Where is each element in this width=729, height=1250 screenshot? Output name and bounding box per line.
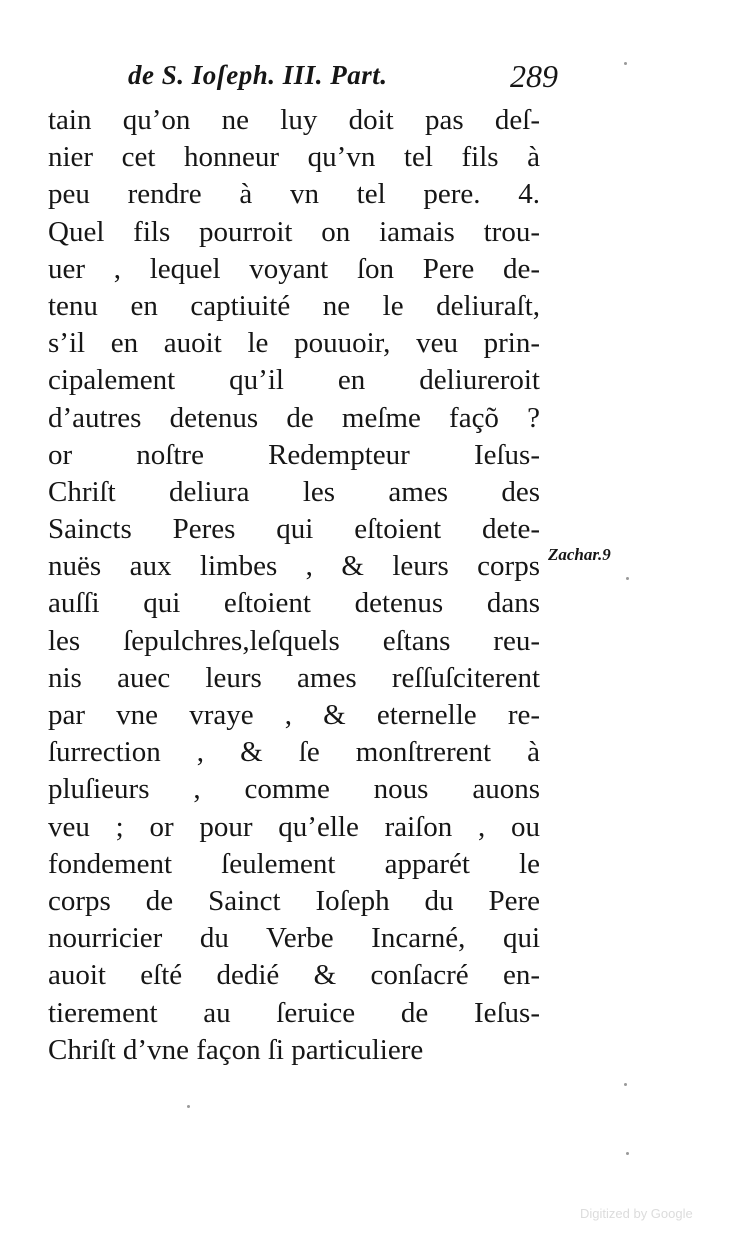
text-line: par vne vraye , & eternelle re- <box>48 699 540 731</box>
text-line: tain qu’on ne luy doit pas deſ- <box>48 104 540 136</box>
text-line: Quel fils pourroit on iamais trou- <box>48 215 540 248</box>
text-line: uer , lequel voyant ſon Pere de- <box>48 252 540 285</box>
page-number: 289 <box>510 58 558 94</box>
text-line: Chriſt deliura les ames des <box>48 475 540 508</box>
running-title: de S. Ioſeph. III. Part. <box>128 60 388 90</box>
text-line: peu rendre à vn tel pere. 4. <box>48 178 540 211</box>
paper-speck <box>626 1152 629 1155</box>
paper-speck <box>624 1083 627 1086</box>
paper-speck <box>187 1105 190 1108</box>
text-line: d’autres detenus de meſme façõ ? <box>48 401 540 434</box>
text-line: ſurrection , & ſe monſtrerent à <box>48 736 540 769</box>
text-line: nourricier du Verbe Incarné, qui <box>48 922 540 955</box>
text-line: nis auec leurs ames reſſuſciterent <box>48 661 540 694</box>
text-line: veu ; or pour qu’elle raiſon , ou <box>48 810 540 843</box>
text-line: cipalement qu’il en deliureroit <box>48 364 540 397</box>
text-line: Saincts Peres qui eſtoient dete- <box>48 513 540 546</box>
text-line: auſſi qui eſtoient detenus dans <box>48 587 540 620</box>
text-line: Chriſt d’vne façon ſi particuliere <box>48 1033 424 1066</box>
text-line: auoit eſté dedié & conſacré en- <box>48 959 540 992</box>
body-text <box>48 102 540 1069</box>
text-line: tenu en captiuité ne le deliuraſt, <box>48 289 540 322</box>
text-line: pluſieurs , comme nous auons <box>48 773 540 806</box>
text-line: or noſtre Redempteur Ieſus- <box>48 438 540 471</box>
text-line: nier cet honneur qu’vn tel fils à <box>48 141 540 174</box>
text-line: les ſepulchres,leſquels eſtans reu- <box>48 624 540 657</box>
text-line: s’il en auoit le pouuoir, veu prin- <box>48 327 540 360</box>
text-line: corps de Sainct Ioſeph du Pere <box>48 884 540 917</box>
paper-speck <box>624 62 627 65</box>
margin-note: Zachar.9 <box>548 545 611 564</box>
paper-speck <box>626 577 629 580</box>
text-line: fondement ſeulement apparét le <box>48 847 540 880</box>
watermark: Digitized by Google <box>580 1206 693 1221</box>
page-header <box>128 60 558 96</box>
text-line: nuës aux limbes , & leurs corps <box>48 550 540 583</box>
text-line: tierement au ſeruice de Ieſus- <box>48 996 540 1029</box>
